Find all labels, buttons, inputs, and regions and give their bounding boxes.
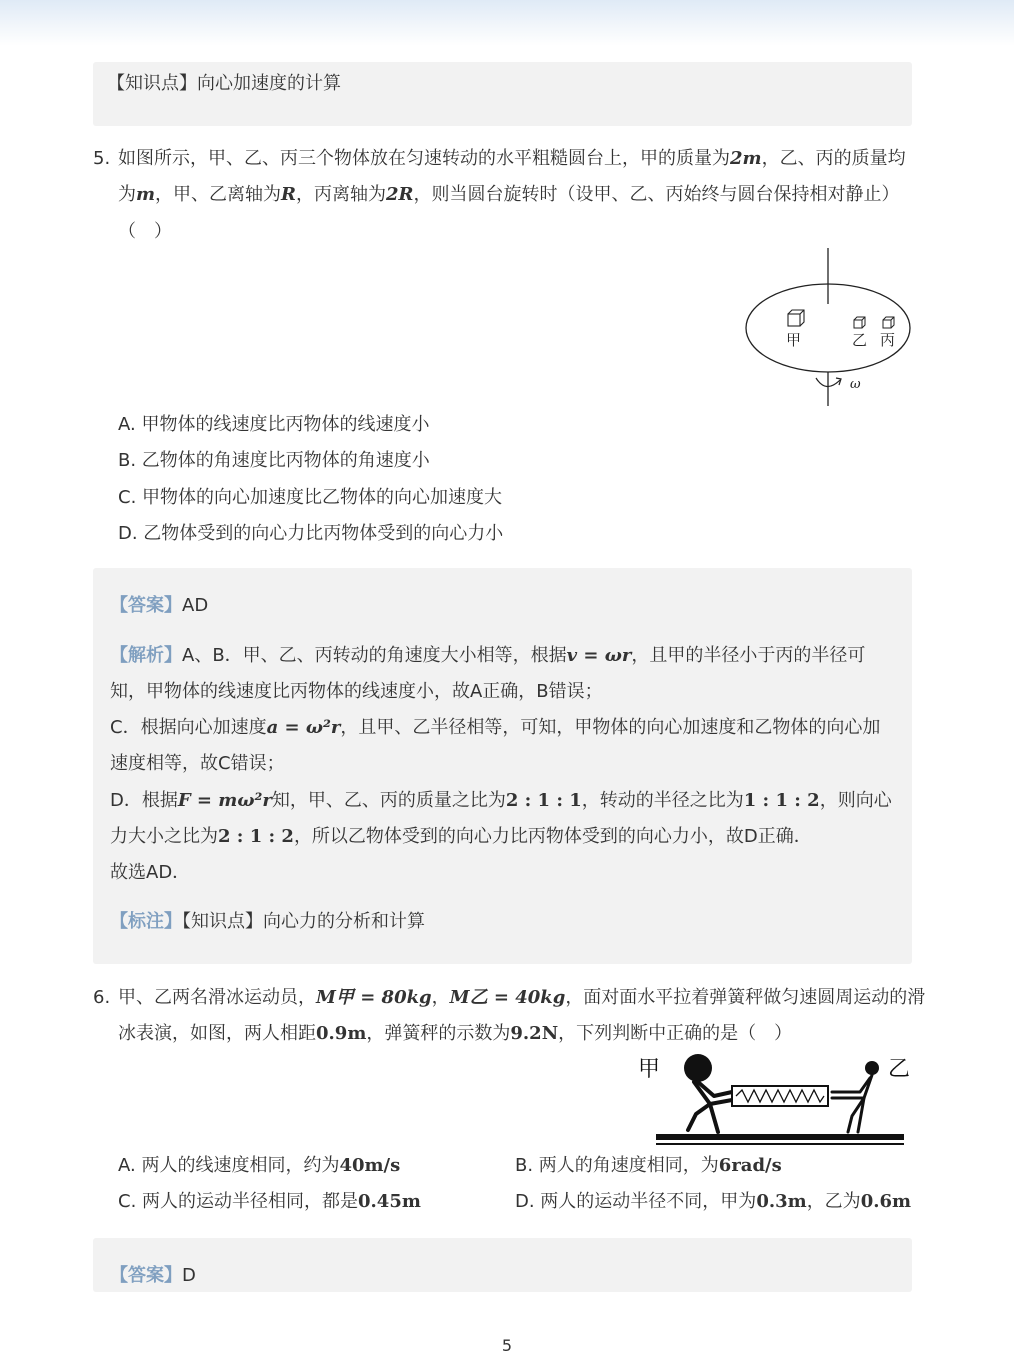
answer-line <box>110 594 208 618</box>
text: ，乙为 <box>806 1191 861 1212</box>
analysis-line3 <box>110 716 880 740</box>
option-c: C. 甲物体的向心加速度比乙物体的向心加速度大 <box>118 487 503 508</box>
text: ，转动的半径之比为 <box>581 790 744 811</box>
prev-knowledge-point: 【知识点】向心加速度的计算 <box>107 73 341 94</box>
text: ，面对面水平拉着弹簧秤做匀速圆周运动的滑 <box>565 987 926 1008</box>
text: ， <box>431 987 450 1008</box>
formula: F = mω²r <box>177 790 272 811</box>
label-jia: 甲 <box>786 331 802 349</box>
formula: R <box>281 184 297 205</box>
option-d <box>515 1190 911 1214</box>
option-c <box>118 1190 421 1214</box>
value: 9.2N <box>510 1023 559 1044</box>
formula: M乙 = 40kg <box>449 987 566 1008</box>
option-b: B. 乙物体的角速度比丙物体的角速度小 <box>118 450 430 471</box>
text: A. 两人的线速度相同，约为 <box>118 1155 340 1176</box>
formula: v = ωr <box>566 645 632 666</box>
formula: 2m <box>730 148 762 169</box>
formula: 2R <box>386 184 414 205</box>
label-jia: 甲 <box>638 1057 661 1082</box>
prev-note-box <box>93 62 912 126</box>
skater-yi-head <box>865 1061 879 1075</box>
ratio: 2 : 1 : 2 <box>218 826 294 847</box>
spring-scale <box>732 1086 828 1106</box>
label-yi: 乙 <box>852 331 868 349</box>
question-text-line2 <box>118 183 900 207</box>
ratio: 1 : 1 : 2 <box>743 790 820 811</box>
skater-yi-body <box>832 1075 872 1132</box>
analysis-line5 <box>110 789 892 813</box>
skater-jia-body <box>688 1082 732 1132</box>
formula: m <box>136 184 156 205</box>
value: 0.9m <box>316 1023 367 1044</box>
answer-parentheses: （ ） <box>118 221 172 242</box>
question-text-line2 <box>118 1022 792 1046</box>
text: ，则向心 <box>819 790 892 811</box>
turntable-figure <box>740 244 920 410</box>
formula: a = ω²r <box>266 717 341 738</box>
text: A、B．甲、乙、丙转动的角速度大小相等，根据 <box>182 645 567 666</box>
option-d: D. 乙物体受到的向心力比丙物体受到的向心力小 <box>118 523 504 544</box>
text: 冰表演，如图，两人相距 <box>118 1023 316 1044</box>
skaters-figure <box>632 1046 914 1150</box>
text: 为 <box>118 184 136 205</box>
question-number: 5. <box>93 148 111 169</box>
analysis-line6 <box>110 825 812 849</box>
text: D．根据 <box>110 790 178 811</box>
option-a: A. 甲物体的线速度比丙物体的线速度小 <box>118 414 430 435</box>
text: ，乙、丙的质量均 <box>761 148 906 169</box>
text: ，所以乙物体受到的向心力比丙物体受到的向心力小，故D正确． <box>293 826 812 847</box>
answer-line <box>110 1264 196 1288</box>
text: B. 两人的角速度相同，为 <box>515 1155 719 1176</box>
answer-tag: 【答案】 <box>110 595 182 616</box>
mark-line <box>110 910 425 934</box>
text: D. 两人的运动半径不同，甲为 <box>515 1191 757 1212</box>
option-a <box>118 1154 400 1178</box>
question-text-line1 <box>118 986 925 1010</box>
label-bing: 丙 <box>880 331 896 349</box>
header-band <box>0 0 1014 46</box>
mark-tag: 【标注】 <box>110 911 182 932</box>
text: ，且甲的半径小于丙的半径可 <box>631 645 866 666</box>
text: 甲、乙两名滑冰运动员， <box>118 987 316 1008</box>
text: 知，甲、乙、丙的质量之比为 <box>271 790 506 811</box>
formula: M甲 = 80kg <box>316 987 432 1008</box>
value: 40m/s <box>339 1155 401 1176</box>
page-number: 5 <box>501 1336 513 1355</box>
analysis-line7: 故选AD． <box>110 862 191 883</box>
text: 如图所示，甲、乙、丙三个物体放在匀速转动的水平粗糙圆台上，甲的质量为 <box>118 148 730 169</box>
text: 力大小之比为 <box>110 826 218 847</box>
text: C．根据向心加速度 <box>110 717 267 738</box>
analysis-line1 <box>110 644 865 668</box>
label-yi: 乙 <box>888 1057 911 1082</box>
answer-tag: 【答案】 <box>110 1265 182 1286</box>
analysis-line2: 知，甲物体的线速度比丙物体的线速度小，故A正确，B错误； <box>110 681 603 702</box>
analysis-tag: 【解析】 <box>110 645 182 666</box>
ice-surface <box>656 1134 904 1140</box>
value: 0.45m <box>358 1191 421 1212</box>
text: ，甲、乙离轴为 <box>155 184 282 205</box>
answer-value: AD <box>182 595 209 616</box>
question-number: 6. <box>93 987 111 1008</box>
skater-jia-head <box>684 1054 712 1082</box>
ratio: 2 : 1 : 1 <box>505 790 582 811</box>
text: ，丙离轴为 <box>296 184 387 205</box>
value: 0.3m <box>756 1191 807 1212</box>
text: ，下列判断中正确的是（ ） <box>558 1023 793 1044</box>
text: ，且甲、乙半径相等，可知，甲物体的向心加速度和乙物体的向心加 <box>340 717 881 738</box>
answer-value: D <box>182 1265 196 1286</box>
answer-box-q6 <box>93 1238 912 1292</box>
text: ，弹簧秤的示数为 <box>366 1023 511 1044</box>
text: C. 两人的运动半径相同，都是 <box>118 1191 359 1212</box>
value: 0.6m <box>860 1191 912 1212</box>
answer-box-q5 <box>93 568 912 964</box>
omega-label: ω <box>850 377 861 392</box>
text: ，则当圆台旋转时（设甲、乙、丙始终与圆台保持相对静止） <box>413 184 900 205</box>
value: 6rad/s <box>718 1155 782 1176</box>
analysis-line4: 速度相等，故C错误； <box>110 753 285 774</box>
mark-text: 【知识点】向心力的分析和计算 <box>182 911 425 932</box>
option-b <box>515 1154 782 1178</box>
question-text-line1 <box>118 147 906 171</box>
